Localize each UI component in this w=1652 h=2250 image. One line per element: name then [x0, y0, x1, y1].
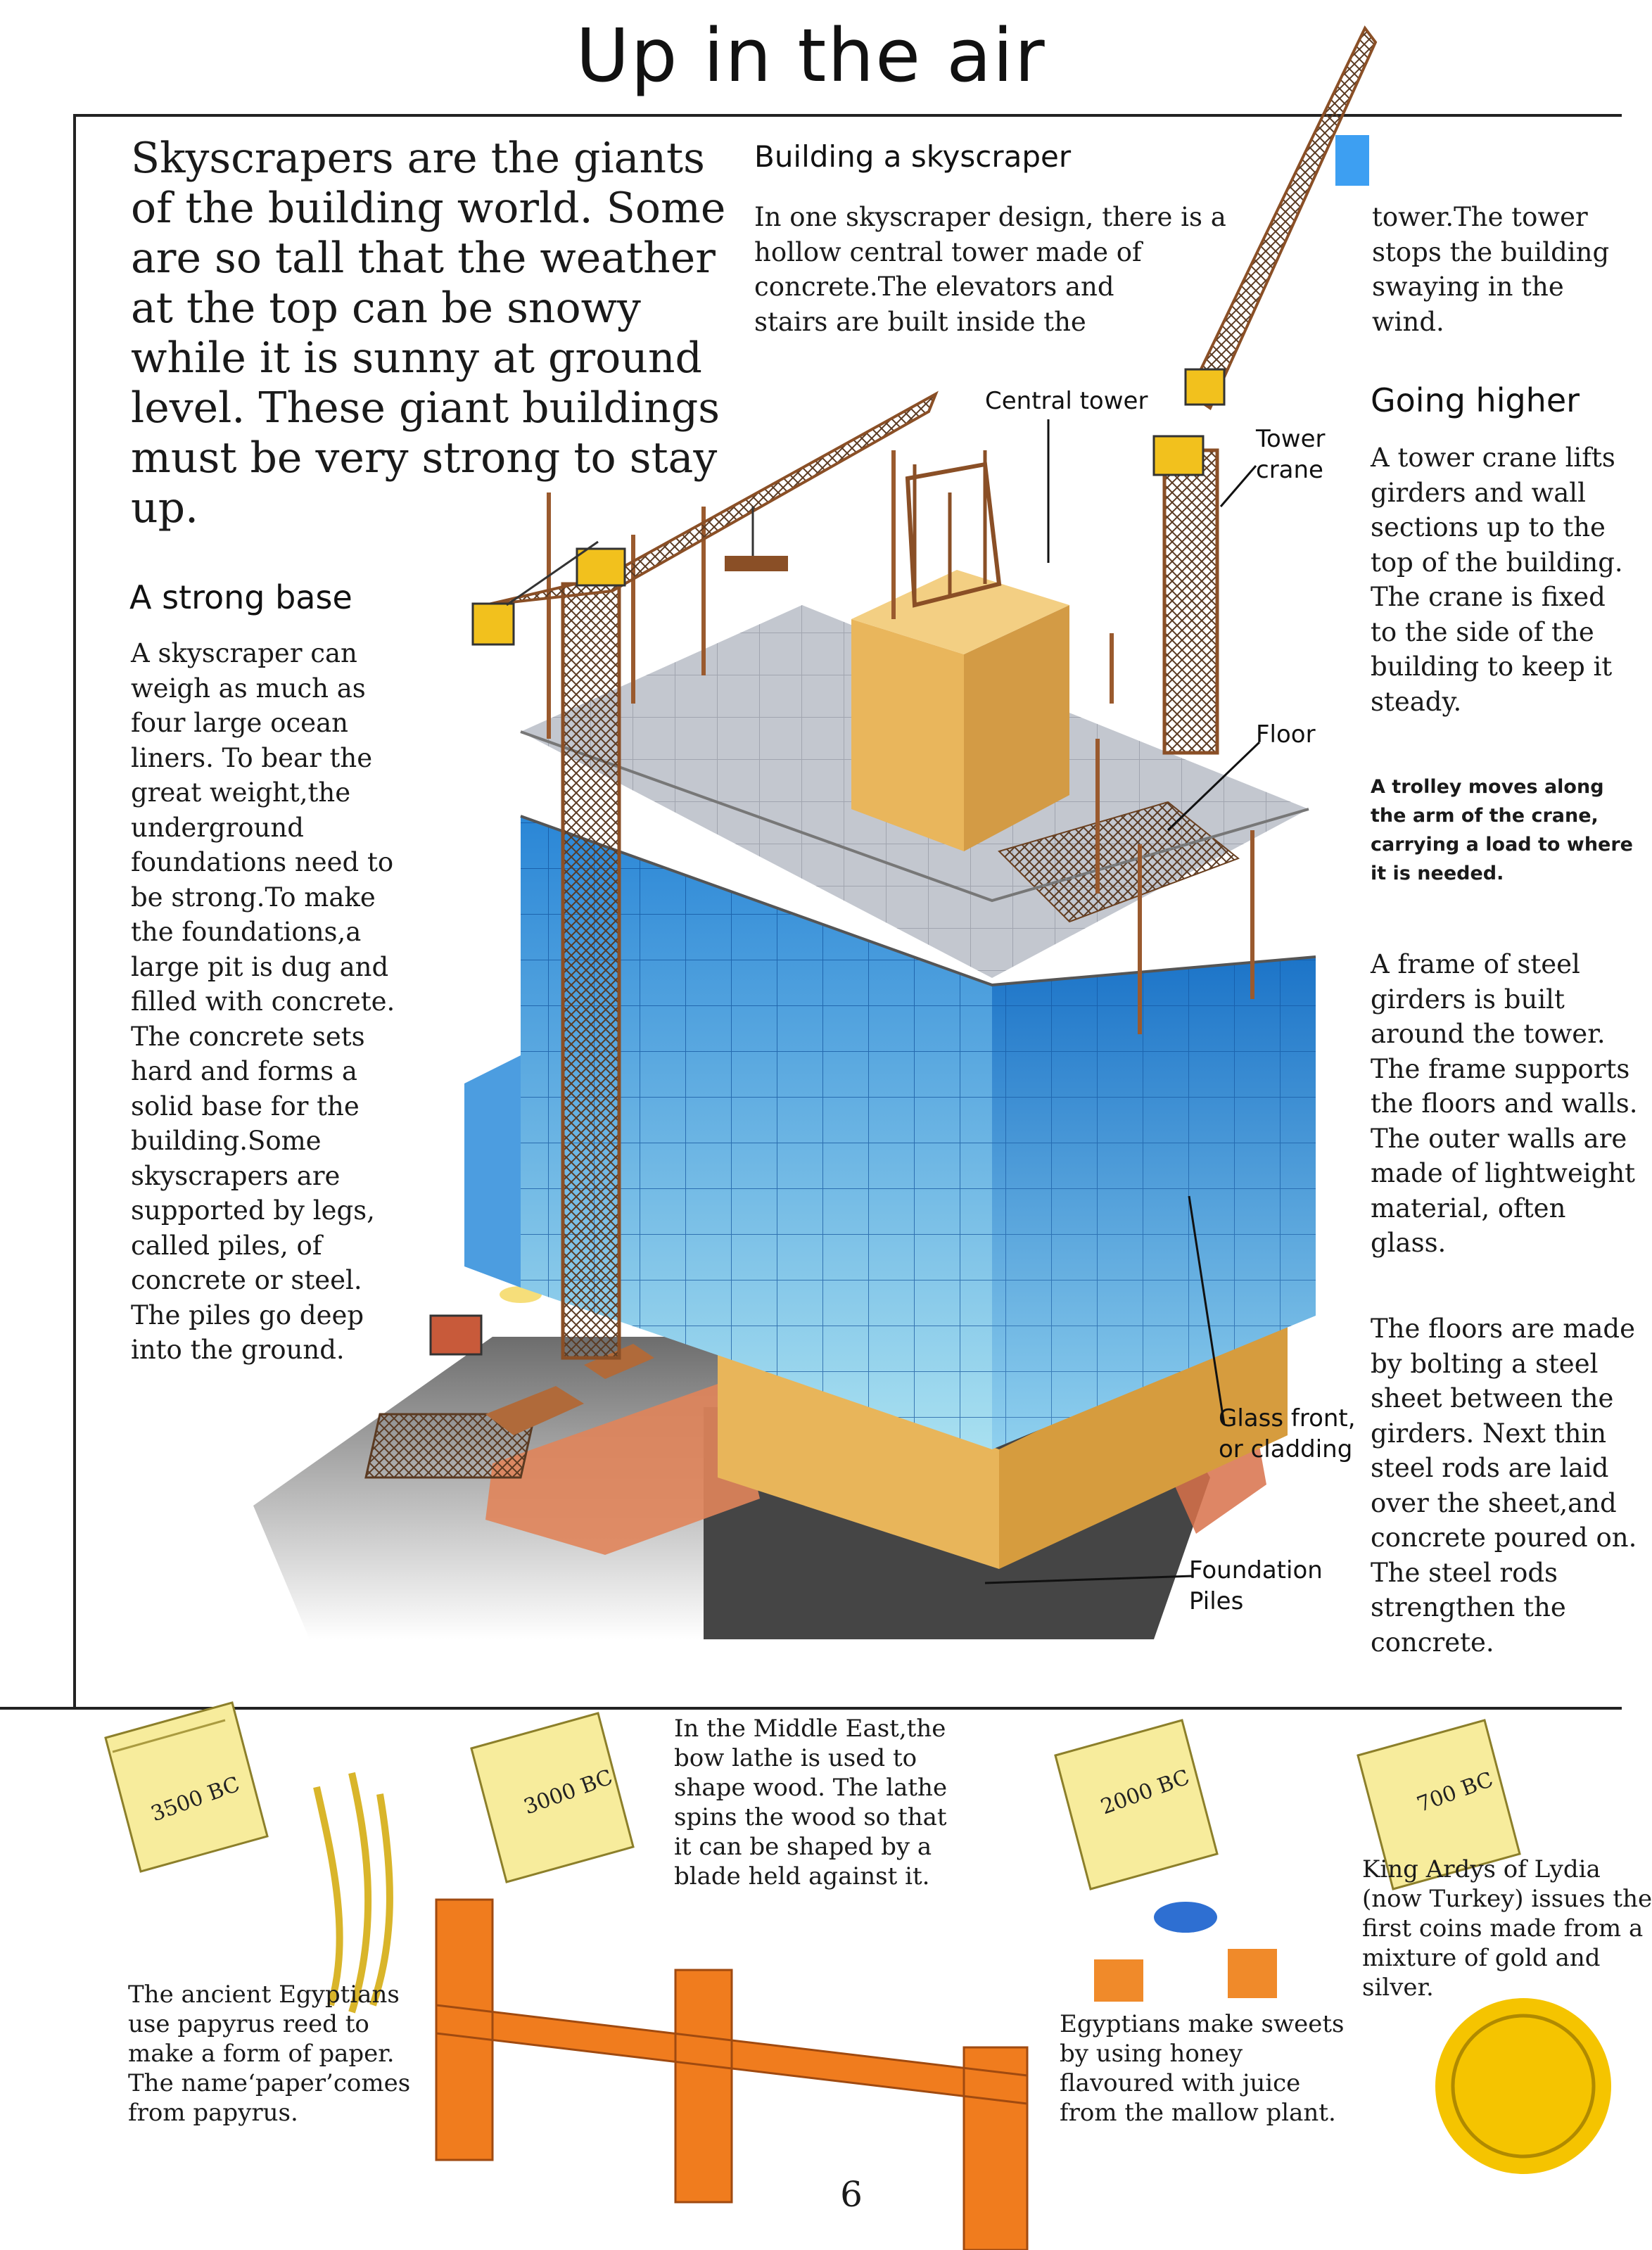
- date-3500bc: 3500 BC: [147, 1772, 243, 1827]
- stool-left: [1094, 1959, 1143, 2002]
- page-title: Up in the air: [576, 13, 1046, 98]
- calendar-icon-1: [106, 1703, 267, 1871]
- building-skyscraper-heading: Building a skyscraper: [754, 139, 1072, 174]
- going-higher-text: A tower crane lifts girders and wall sections up to the top of the building. The crane is fixed to the side of the building to keep it steady.: [1371, 443, 1623, 717]
- date-2000bc: 2000 BC: [1097, 1765, 1193, 1820]
- strong-base-text: A skyscraper can weigh as much as four large ocean liners. To bear the great weight,the underground foundations need to be strong.To make the foundations,a large pit is dug and filled with concrete. The concrete sets hard and forms a solid base for the building.Some skyscrapers are supported by legs, called piles, of concrete or steel. The piles go deep into the ground.: [131, 638, 395, 1365]
- papyrus-reeds: [317, 1773, 390, 2012]
- crane-trolley-note: A trolley moves along the arm of the crane, carrying a load to where it is needed.: [1371, 776, 1633, 884]
- timeline-sweets-text: Egyptians make sweets by using honey flavoured with juice from the mallow plant.: [1060, 2010, 1345, 2127]
- sweets-bowl: [1154, 1902, 1217, 1933]
- timeline-coins-text: King Ardys of Lydia (now Turkey) issues the first coins made from a mixture of gold and silver.: [1362, 1855, 1652, 2002]
- floors-text: The floors are made by bolting a steel sheet between the girders. Next thin steel rods are laid over the sheet,and concrete poured on. The steel rods strengthen the concrete.: [1371, 1314, 1637, 1658]
- bow-lathe: [436, 1900, 1027, 2250]
- strong-base-heading: A strong base: [129, 578, 352, 616]
- building-skyscraper-continued: tower.The tower stops the building swaying in the wind.: [1372, 202, 1610, 337]
- right-tower-crane: [1154, 28, 1375, 753]
- steel-frame-text: A frame of steel girders is built around the tower. The frame supports the floors and walls. The outer walls are made of lightweight material, often glass.: [1371, 949, 1638, 1258]
- label-tower-crane: Tower crane: [1256, 425, 1326, 484]
- timeline-lathe-text: In the Middle East,the bow lathe is used to shape wood. The lathe spins the wood so that it can be shaped by a blade held against it.: [674, 1715, 948, 1890]
- going-higher-heading: Going higher: [1371, 381, 1580, 419]
- date-700bc: 700 BC: [1413, 1767, 1497, 1818]
- stool-right: [1228, 1949, 1277, 1998]
- date-3000bc: 3000 BC: [520, 1765, 616, 1820]
- label-floor: Floor: [1256, 720, 1316, 749]
- intro-paragraph: Skyscrapers are the giants of the building world. Some are so tall that the weather at the top can be snowy while it is sunny at ground level. These giant buildings must be very strong to stay up.: [131, 134, 726, 533]
- lower-podium: [464, 1055, 521, 1288]
- label-glass-cladding: Glass front, or cladding: [1219, 1404, 1356, 1463]
- page-number: 6: [840, 2174, 863, 2215]
- building-skyscraper-text: In one skyscraper design, there is a hollow central tower made of concrete.The elevators and stairs are built inside the: [754, 202, 1226, 337]
- timeline-papyrus-text: The ancient Egyptians use papyrus reed to make a form of paper. The name‘paper’comes from papyrus.: [128, 1981, 411, 2127]
- label-central-tower: Central tower: [985, 387, 1148, 415]
- site-hut: [431, 1316, 481, 1354]
- label-foundation-piles: Foundation Piles: [1189, 1556, 1323, 1615]
